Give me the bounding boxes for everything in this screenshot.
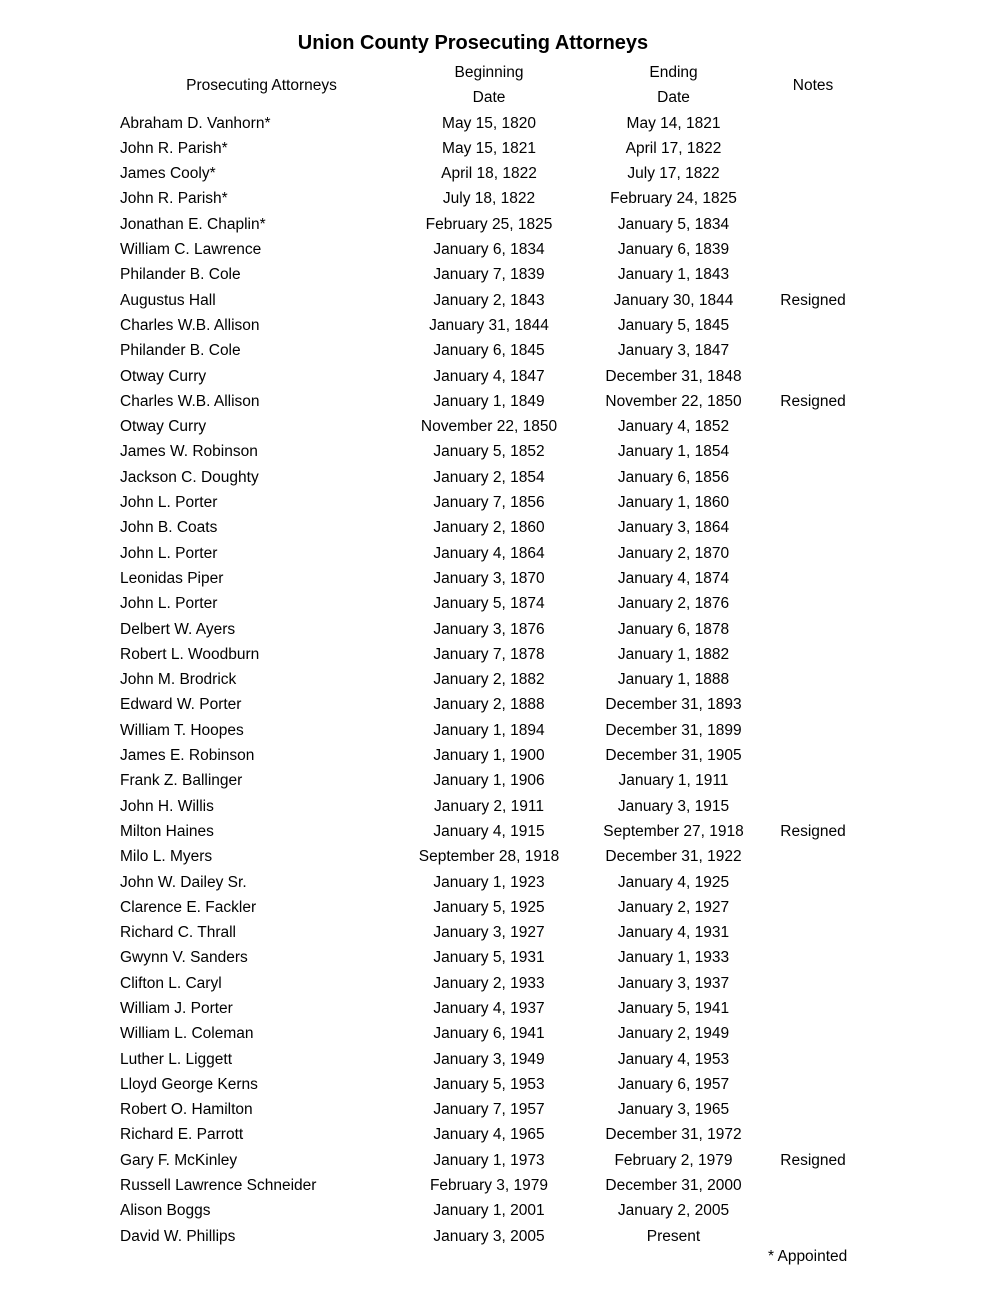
attorney-name-cell: Luther L. Liggett xyxy=(120,1050,233,1068)
ending-date-cell: January 1, 1843 xyxy=(617,266,730,284)
note-cell xyxy=(772,465,854,490)
page-title: Union County Prosecuting Attorneys xyxy=(297,32,649,54)
attorney-name-cell: Russell Lawrence Schneider xyxy=(120,1177,317,1195)
ending-date-cell: January 2, 1876 xyxy=(617,595,730,613)
attorney-name-cell: Robert L. Woodburn xyxy=(120,645,260,663)
ending-date-cell: January 3, 1847 xyxy=(617,342,730,360)
column-header-line: Ending xyxy=(649,64,698,81)
attorney-name-cell: William T. Hoopes xyxy=(120,721,244,739)
beginning-date-cell: January 2, 1854 xyxy=(433,468,545,486)
note-cell xyxy=(772,617,854,642)
beginning-date-cell: January 1, 1973 xyxy=(433,1151,545,1169)
attorney-name-cell: John M. Brodrick xyxy=(120,671,237,689)
ending-date-cell: January 1, 1933 xyxy=(617,949,730,967)
ending-date-cell: January 5, 1941 xyxy=(617,999,730,1017)
column-header-label: Notes xyxy=(792,76,834,94)
note-cell xyxy=(772,237,854,262)
column-header-notes xyxy=(772,60,854,111)
ending-date-cell: Present xyxy=(646,1227,701,1245)
table-row xyxy=(120,541,1004,566)
ending-date-cell: January 3, 1915 xyxy=(617,797,730,815)
beginning-date-cell: January 7, 1957 xyxy=(433,1101,545,1119)
beginning-date-cell: January 3, 1949 xyxy=(433,1050,545,1068)
beginning-date-cell: January 7, 1839 xyxy=(433,266,545,284)
attorney-name-cell: James Cooly* xyxy=(120,165,216,183)
beginning-date-cell: January 4, 1937 xyxy=(433,999,545,1017)
table-row xyxy=(120,1198,1004,1223)
table-row xyxy=(120,1097,1004,1122)
attorney-name-cell: Milton Haines xyxy=(120,822,214,840)
note-cell xyxy=(772,971,854,996)
beginning-date-cell: January 4, 1915 xyxy=(433,822,545,840)
attorney-name-cell: Philander B. Cole xyxy=(120,342,241,360)
note-cell xyxy=(772,186,854,211)
ending-date-cell: February 24, 1825 xyxy=(610,190,737,208)
note-cell xyxy=(772,591,854,616)
ending-date-cell: January 4, 1953 xyxy=(617,1050,730,1068)
beginning-date-cell: January 4, 1864 xyxy=(433,544,545,562)
ending-date-cell: December 31, 2000 xyxy=(605,1177,742,1195)
note-cell xyxy=(772,439,854,464)
ending-date-cell: May 14, 1821 xyxy=(626,114,721,132)
ending-date-cell: January 5, 1834 xyxy=(617,215,730,233)
table-row xyxy=(120,515,1004,540)
beginning-date-cell: May 15, 1821 xyxy=(442,139,536,157)
note-cell: Resigned xyxy=(780,392,846,410)
table-row xyxy=(120,313,1004,338)
attorney-name-cell: John B. Coats xyxy=(120,519,218,537)
attorney-name-cell: John L. Porter xyxy=(120,494,218,512)
attorney-name-cell: John W. Dailey Sr. xyxy=(120,873,247,891)
table-row xyxy=(120,895,1004,920)
table-row xyxy=(120,1173,1004,1198)
attorney-name-cell: William C. Lawrence xyxy=(120,241,262,259)
attorney-name-cell: Gwynn V. Sanders xyxy=(120,949,248,967)
note-cell xyxy=(772,1198,854,1223)
table-row xyxy=(120,692,1004,717)
column-header-label: Prosecuting Attorneys xyxy=(186,76,337,94)
beginning-date-cell: November 22, 1850 xyxy=(420,418,558,436)
ending-date-cell: January 1, 1854 xyxy=(617,443,730,461)
ending-date-cell: January 6, 1856 xyxy=(617,468,730,486)
ending-date-cell: January 30, 1844 xyxy=(613,291,734,309)
attorney-name-cell: Gary F. McKinley xyxy=(120,1151,238,1169)
ending-date-cell: July 17, 1822 xyxy=(627,165,720,183)
note-cell xyxy=(772,364,854,389)
table-row xyxy=(120,364,1004,389)
note-cell xyxy=(772,1097,854,1122)
table-row xyxy=(120,1224,1004,1249)
table-row xyxy=(120,996,1004,1021)
table-row xyxy=(120,262,1004,287)
note-cell xyxy=(772,667,854,692)
note-cell xyxy=(772,490,854,515)
table-row xyxy=(120,288,1004,313)
table-row xyxy=(120,743,1004,768)
table-row xyxy=(120,819,1004,844)
table-row xyxy=(120,1021,1004,1046)
beginning-date-cell: July 18, 1822 xyxy=(442,190,536,208)
table-row xyxy=(120,1122,1004,1147)
attorney-name-cell: Philander B. Cole xyxy=(120,266,241,284)
table-row xyxy=(120,414,1004,439)
table-row xyxy=(120,136,1004,161)
beginning-date-cell: January 5, 1953 xyxy=(433,1075,545,1093)
beginning-date-cell: January 5, 1852 xyxy=(433,443,545,461)
table-row xyxy=(120,465,1004,490)
attorney-name-cell: Abraham D. Vanhorn* xyxy=(120,114,271,132)
ending-date-cell: January 1, 1911 xyxy=(618,772,729,790)
ending-date-cell: December 31, 1905 xyxy=(605,747,742,765)
note-cell xyxy=(772,996,854,1021)
table-row xyxy=(120,617,1004,642)
attorney-name-cell: John H. Willis xyxy=(120,797,214,815)
beginning-date-cell: January 7, 1878 xyxy=(433,645,545,663)
attorney-name-cell: John R. Parish* xyxy=(120,139,228,157)
ending-date-cell: January 4, 1852 xyxy=(617,418,730,436)
table-row xyxy=(120,591,1004,616)
ending-date-cell: January 6, 1957 xyxy=(617,1075,730,1093)
table-row xyxy=(120,338,1004,363)
beginning-date-cell: April 18, 1822 xyxy=(441,165,537,183)
note-cell xyxy=(772,541,854,566)
attorney-name-cell: John R. Parish* xyxy=(120,190,228,208)
note-cell xyxy=(772,870,854,895)
beginning-date-cell: January 4, 1965 xyxy=(433,1126,545,1144)
table-row xyxy=(120,566,1004,591)
ending-date-cell: January 4, 1874 xyxy=(617,569,730,587)
note-cell xyxy=(772,1224,854,1249)
note-cell xyxy=(772,414,854,439)
beginning-date-cell: February 3, 1979 xyxy=(429,1177,549,1195)
note-cell: Resigned xyxy=(780,1151,846,1169)
note-cell xyxy=(772,212,854,237)
ending-date-cell: January 1, 1888 xyxy=(617,671,730,689)
beginning-date-cell: January 6, 1941 xyxy=(433,1025,545,1043)
note-cell xyxy=(772,945,854,970)
note-cell: Resigned xyxy=(780,822,846,840)
ending-date-cell: January 1, 1860 xyxy=(617,494,730,512)
attorney-name-cell: Otway Curry xyxy=(120,367,207,385)
ending-date-cell: January 5, 1845 xyxy=(617,316,730,334)
attorney-name-cell: Richard E. Parrott xyxy=(120,1126,244,1144)
attorney-name-cell: Richard C. Thrall xyxy=(120,924,237,942)
ending-date-cell: April 17, 1822 xyxy=(625,139,722,157)
ending-date-cell: December 31, 1893 xyxy=(605,696,742,714)
beginning-date-cell: January 6, 1845 xyxy=(433,342,545,360)
table-row xyxy=(120,1047,1004,1072)
ending-date-cell: December 31, 1972 xyxy=(605,1126,742,1144)
note-cell xyxy=(772,844,854,869)
table-row xyxy=(120,237,1004,262)
beginning-date-cell: January 5, 1874 xyxy=(433,595,545,613)
table-row xyxy=(120,1072,1004,1097)
appointed-footnote: * Appointed xyxy=(768,1248,848,1265)
attorney-name-cell: William J. Porter xyxy=(120,999,233,1017)
beginning-date-cell: January 1, 1906 xyxy=(433,772,545,790)
attorney-name-cell: Jonathan E. Chaplin* xyxy=(120,215,266,233)
table-row xyxy=(120,642,1004,667)
attorney-name-cell: Jackson C. Doughty xyxy=(120,468,259,486)
ending-date-cell: November 22, 1850 xyxy=(605,392,742,410)
note-cell xyxy=(772,515,854,540)
table-row xyxy=(120,490,1004,515)
beginning-date-cell: January 2, 1911 xyxy=(433,797,544,815)
attorney-name-cell: Edward W. Porter xyxy=(120,696,242,714)
table-body xyxy=(120,111,1004,1249)
column-header-beginning-date xyxy=(403,60,575,111)
note-cell xyxy=(772,1047,854,1072)
ending-date-cell: January 6, 1878 xyxy=(617,620,730,638)
ending-date-cell: December 31, 1922 xyxy=(605,848,742,866)
attorney-name-cell: John L. Porter xyxy=(120,544,218,562)
note-cell xyxy=(772,743,854,768)
beginning-date-cell: February 25, 1825 xyxy=(425,215,553,233)
ending-date-cell: December 31, 1899 xyxy=(605,721,742,739)
ending-date-cell: January 2, 1949 xyxy=(617,1025,730,1043)
table-row xyxy=(120,389,1004,414)
table-row xyxy=(120,870,1004,895)
beginning-date-cell: January 3, 1876 xyxy=(433,620,545,638)
ending-date-cell: January 2, 1870 xyxy=(617,544,730,562)
table-row xyxy=(120,439,1004,464)
ending-date-cell: January 4, 1931 xyxy=(617,924,730,942)
beginning-date-cell: January 4, 1847 xyxy=(433,367,545,385)
table-row xyxy=(120,971,1004,996)
attorneys-table xyxy=(120,60,1004,1249)
attorney-name-cell: Otway Curry xyxy=(120,418,207,436)
note-cell xyxy=(772,262,854,287)
table-row xyxy=(120,111,1004,136)
table-row xyxy=(120,186,1004,211)
ending-date-cell: January 2, 2005 xyxy=(617,1202,730,1220)
note-cell xyxy=(772,566,854,591)
attorney-name-cell: Charles W.B. Allison xyxy=(120,392,260,410)
note-cell xyxy=(772,895,854,920)
ending-date-cell: September 27, 1918 xyxy=(603,822,744,840)
beginning-date-cell: January 2, 1933 xyxy=(433,974,545,992)
beginning-date-cell: January 31, 1844 xyxy=(429,316,549,334)
attorney-name-cell: James W. Robinson xyxy=(120,443,258,461)
beginning-date-cell: January 5, 1931 xyxy=(433,949,545,967)
note-cell xyxy=(772,920,854,945)
table-row xyxy=(120,945,1004,970)
note-cell xyxy=(772,161,854,186)
beginning-date-cell: January 7, 1856 xyxy=(433,494,545,512)
table-row xyxy=(120,768,1004,793)
note-cell xyxy=(772,642,854,667)
column-header-line: Date xyxy=(472,89,506,107)
ending-date-cell: January 2, 1927 xyxy=(617,898,730,916)
table-row xyxy=(120,212,1004,237)
table-row xyxy=(120,1148,1004,1173)
table-row xyxy=(120,667,1004,692)
beginning-date-cell: January 2, 1888 xyxy=(433,696,545,714)
attorney-name-cell: Lloyd George Kerns xyxy=(120,1075,258,1093)
note-cell xyxy=(772,111,854,136)
note-cell xyxy=(772,1072,854,1097)
attorney-name-cell: Alison Boggs xyxy=(120,1202,211,1220)
ending-date-cell: February 2, 1979 xyxy=(614,1151,733,1169)
attorney-name-cell: Milo L. Myers xyxy=(120,848,213,866)
beginning-date-cell: January 5, 1925 xyxy=(433,898,545,916)
beginning-date-cell: September 28, 1918 xyxy=(418,848,560,866)
ending-date-cell: January 1, 1882 xyxy=(617,645,730,663)
note-cell xyxy=(772,718,854,743)
ending-date-cell: January 3, 1937 xyxy=(617,974,730,992)
attorney-name-cell: Leonidas Piper xyxy=(120,569,224,587)
attorney-name-cell: Clifton L. Caryl xyxy=(120,974,222,992)
note-cell xyxy=(772,794,854,819)
attorney-name-cell: James E. Robinson xyxy=(120,747,255,765)
beginning-date-cell: January 1, 2001 xyxy=(433,1202,545,1220)
ending-date-cell: January 4, 1925 xyxy=(617,873,730,891)
attorney-name-cell: William L. Coleman xyxy=(120,1025,254,1043)
beginning-date-cell: January 3, 1870 xyxy=(433,569,545,587)
note-cell xyxy=(772,136,854,161)
beginning-date-cell: May 15, 1820 xyxy=(442,114,536,132)
note-cell: Resigned xyxy=(780,291,846,309)
note-cell xyxy=(772,338,854,363)
column-header-prosecuting-attorneys xyxy=(120,60,403,111)
attorney-name-cell: Charles W.B. Allison xyxy=(120,316,260,334)
attorney-name-cell: John L. Porter xyxy=(120,595,218,613)
table-row xyxy=(120,920,1004,945)
attorney-name-cell: Delbert W. Ayers xyxy=(120,620,236,638)
table-row xyxy=(120,718,1004,743)
beginning-date-cell: January 6, 1834 xyxy=(433,241,545,259)
attorney-name-cell: Augustus Hall xyxy=(120,291,216,309)
beginning-date-cell: January 2, 1843 xyxy=(433,291,545,309)
beginning-date-cell: January 1, 1894 xyxy=(433,721,545,739)
note-cell xyxy=(772,1122,854,1147)
column-header-ending-date xyxy=(575,60,772,111)
ending-date-cell: January 3, 1965 xyxy=(617,1101,730,1119)
column-header-line: Beginning xyxy=(454,64,524,81)
attorney-name-cell: Clarence E. Fackler xyxy=(120,898,257,916)
ending-date-cell: January 3, 1864 xyxy=(617,519,730,537)
note-cell xyxy=(772,313,854,338)
table-row xyxy=(120,844,1004,869)
beginning-date-cell: January 1, 1849 xyxy=(433,392,545,410)
attorney-name-cell: Robert O. Hamilton xyxy=(120,1101,253,1119)
beginning-date-cell: January 3, 1927 xyxy=(433,924,545,942)
note-cell xyxy=(772,692,854,717)
beginning-date-cell: January 1, 1923 xyxy=(433,873,545,891)
table-row xyxy=(120,161,1004,186)
beginning-date-cell: January 2, 1882 xyxy=(433,671,545,689)
attorney-name-cell: David W. Phillips xyxy=(120,1227,236,1245)
table-header-row xyxy=(120,60,1004,111)
note-cell xyxy=(772,1173,854,1198)
note-cell xyxy=(772,768,854,793)
table-row xyxy=(120,794,1004,819)
ending-date-cell: January 6, 1839 xyxy=(617,241,730,259)
attorney-name-cell: Frank Z. Ballinger xyxy=(120,772,243,790)
ending-date-cell: December 31, 1848 xyxy=(605,367,742,385)
beginning-date-cell: January 2, 1860 xyxy=(433,519,545,537)
beginning-date-cell: January 3, 2005 xyxy=(433,1227,545,1245)
note-cell xyxy=(772,1021,854,1046)
beginning-date-cell: January 1, 1900 xyxy=(433,747,545,765)
column-header-line: Date xyxy=(657,89,690,107)
